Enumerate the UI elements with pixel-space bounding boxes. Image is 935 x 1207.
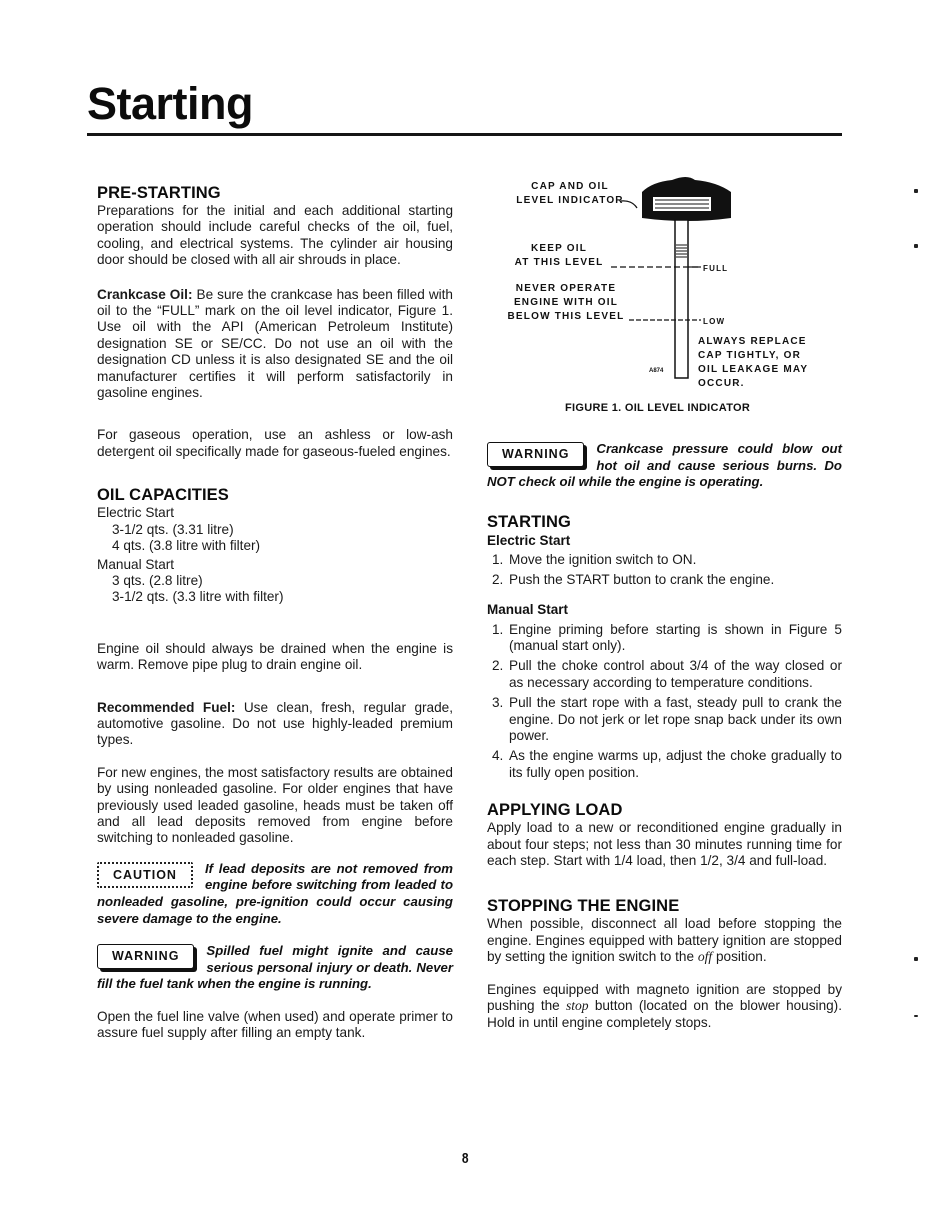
always-replace-label-line: CAP TIGHTLY, OR [698,350,802,361]
cap-label-line: LEVEL INDICATOR [516,195,624,206]
step-text: Push the START button to crank the engine. [509,572,775,588]
manual-start-label: Manual Start [487,601,569,617]
left-column [97,184,453,1042]
recommended-fuel-text: Use clean, fresh, regular grade, automotive gasoline. Do not use highly-leaded premium types. [97,699,453,748]
step-text: Move the ignition switch to ON. [509,551,697,567]
always-replace-label [698,335,808,391]
applying-load-section [487,801,842,869]
step-item [487,622,842,655]
crankcase-oil-paragraph [97,287,453,402]
never-operate-label-line: ENGINE WITH OIL [513,297,619,308]
figure-caption: FIGURE 1. OIL LEVEL INDICATOR [565,402,751,414]
page-title: Starting [87,78,254,129]
cap-label-line: CAP AND OIL [531,181,609,192]
stopping-text: position. [712,949,767,965]
fuel-valve-text: Open the fuel line valve (when used) and operate primer to assure fuel supply after filling an empty tank. [97,1008,453,1041]
stopping-heading: STOPPING THE ENGINE [487,897,680,916]
step-number: 2. [492,658,504,674]
step-number: 3. [492,695,504,711]
crankcase-warning-notice [487,441,842,491]
crankcase-oil-text: Be sure the crankcase has been filled with oil to the “FULL” mark on the oil level indicator, Figure 1. Use oil with the API (American Petroleum Institute) designation SE or SE/CC. Do not use an oil with the designation CD unless it is also designated SE and the oil manufacturer certifies it will perform satisfactorily in gasoline engines. [97,286,453,401]
warning-badge: WARNING [97,944,194,969]
caution-notice [97,861,453,927]
manual-start-steps [487,622,842,782]
scan-mark [914,957,918,961]
page-number: 8 [461,1150,469,1167]
crankcase-oil-label: Crankcase Oil: [97,286,193,302]
never-operate-label [501,282,631,324]
step-number: 4. [492,748,504,764]
capacity-item: 3-1/2 qts. (3.3 litre with filter) [112,589,284,605]
oil-capacities-list [97,505,453,605]
scan-mark [914,189,918,193]
pre-starting-text: Preparations for the initial and each additional starting operation should include careful checks of the oil, fuel, cooling, and electrical systems. The cylinder air housing door should be closed with all air shrouds in place. [97,203,453,268]
pre-starting-heading: PRE-STARTING [97,184,221,202]
gaseous-operation-text: For gaseous operation, use an ashless or low-ash detergent oil specifically made for gaseous-fueled engines. [97,427,453,459]
electric-start-steps [487,552,842,589]
title-rule [87,133,842,136]
recommended-fuel-paragraph [97,700,453,749]
stopping-section [487,897,842,1030]
cap-label [515,180,625,208]
capacity-item: 3-1/2 qts. (3.31 litre) [112,521,234,537]
step-item [487,552,842,568]
step-text: Pull the start rope with a fast, steady pull to crank the engine. Do not jerk or let rope snap back under its own power. [509,695,842,744]
recommended-fuel-label: Recommended Fuel: [97,699,236,715]
fuel-warning-text: Spilled fuel might ignite and cause serious personal injury or death. Never fill the fuel tank when the engine is running. [97,943,453,992]
never-operate-label-line: NEVER OPERATE [515,283,617,294]
off-emphasis: off [697,949,713,965]
step-number: 2. [492,572,504,588]
stopping-paragraph-2 [487,982,842,1031]
never-operate-label-line: BELOW THIS LEVEL [507,311,625,322]
step-text: Engine priming before starting is shown in Figure 5 (manual start only). [509,621,842,653]
stopping-text: Engines equipped with magneto ignition are stopped by pushing the [487,981,842,1014]
step-item [487,748,842,781]
electric-start-label: Electric Start [487,532,571,548]
stopping-text: button (located on the blower housing). Hold in until engine completely stops. [487,998,842,1030]
starting-section [487,513,842,781]
warning-badge: WARNING [487,442,584,467]
keep-oil-label-line: AT THIS LEVEL [514,257,604,268]
step-text: Pull the choke control about 3/4 of the way closed or as necessary according to temperature conditions. [509,658,842,690]
oil-capacities-heading: OIL CAPACITIES [97,486,229,505]
always-replace-label-line: OIL LEAKAGE MAY [698,364,809,375]
step-item [487,695,842,744]
right-column [487,170,842,1031]
always-replace-label-line: OCCUR. [698,378,745,389]
keep-oil-label-line: KEEP OIL [530,243,588,254]
step-item [487,658,842,691]
step-number: 1. [492,551,504,567]
step-number: 1. [492,621,504,637]
caution-badge: CAUTION [97,862,193,889]
scan-mark [914,244,918,248]
fuel-warning-notice [97,943,453,993]
full-mark-label: FULL [703,264,729,273]
starting-heading: STARTING [487,512,571,531]
oil-level-indicator-figure [487,170,842,425]
stopping-paragraph-1 [487,916,842,965]
part-number: A874 [649,368,664,374]
drain-oil-text: Engine oil should always be drained when the engine is warm. Remove pipe plug to drain engine oil. [97,640,453,673]
scan-mark [914,1015,918,1017]
applying-load-heading: APPLYING LOAD [487,801,623,820]
always-replace-label-line: ALWAYS REPLACE [698,336,807,347]
caution-text: If lead deposits are not removed from engine before switching from leaded to nonleaded gasoline, pre-ignition could occur causing severe damage to the engine. [97,860,453,926]
new-engines-text: For new engines, the most satisfactory results are obtained by using nonleaded gasoline. For older engines that have previously used leaded gasoline, heads must be taken off and all lead deposits removed from engine before switching to nonleaded gasoline. [97,764,453,846]
applying-load-text: Apply load to a new or reconditioned engine gradually in about four steps; not less than 30 minutes running time for each step. Start with 1/4 load, then 1/2, 3/4 and full-load. [487,820,842,869]
capacity-group-label: Manual Start [97,556,175,572]
stop-emphasis: stop [565,998,589,1014]
crankcase-warning-text: Crankcase pressure could blow out hot oil and cause serious burns. Do NOT check oil while the engine is operating. [487,441,842,490]
keep-oil-label [509,242,609,270]
step-item [487,572,842,588]
oil-capacities-section [97,486,453,605]
step-text: As the engine warms up, adjust the choke gradually to its fully open position. [509,748,842,780]
low-mark-label: LOW [703,317,726,326]
pre-starting-section [97,184,453,269]
capacity-item: 3 qts. (2.8 litre) [112,572,203,588]
capacity-group-label: Electric Start [97,505,175,521]
capacity-item: 4 qts. (3.8 litre with filter) [112,538,261,554]
stopping-text: When possible, disconnect all load before stopping the engine. Engines equipped with battery ignition are stopped by setting the ignition switch to the [487,916,842,965]
